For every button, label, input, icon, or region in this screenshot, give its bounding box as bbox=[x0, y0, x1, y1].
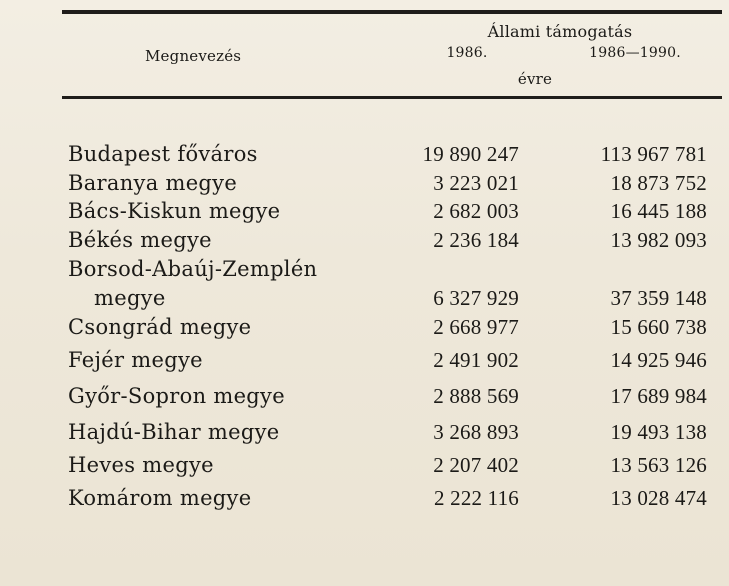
row-name: Heves megye bbox=[68, 453, 214, 477]
column-header-1986-1990: 1986—1990. bbox=[589, 45, 681, 61]
row-name: Budapest főváros bbox=[68, 142, 258, 166]
table-row bbox=[0, 384, 729, 413]
row-value-1986-1990: 19 493 138 bbox=[610, 420, 707, 444]
row-value-1986: 3 223 021 bbox=[433, 171, 519, 195]
table-header-rule bbox=[62, 96, 722, 99]
row-value-1986-1990: 14 925 946 bbox=[610, 348, 707, 372]
row-value-1986-1990: 13 028 474 bbox=[610, 486, 707, 510]
row-value-1986: 2 668 977 bbox=[433, 315, 519, 339]
table-row bbox=[0, 142, 729, 171]
row-value-1986: 2 222 116 bbox=[433, 486, 519, 510]
table-row bbox=[0, 199, 729, 228]
table-row bbox=[0, 348, 729, 377]
row-name: Győr-Sopron megye bbox=[68, 384, 285, 408]
row-name: Komárom megye bbox=[68, 486, 252, 510]
row-value-1986-1990: 13 563 126 bbox=[610, 453, 707, 477]
table-row bbox=[0, 420, 729, 449]
table-row bbox=[0, 257, 729, 286]
row-value-1986: 19 890 247 bbox=[422, 142, 519, 166]
row-name: Hajdú-Bihar megye bbox=[68, 420, 280, 444]
table-row bbox=[0, 315, 729, 344]
row-value-1986: 3 268 893 bbox=[433, 420, 519, 444]
table-top-rule bbox=[62, 10, 722, 14]
row-value-1986-1990: 13 982 093 bbox=[610, 228, 707, 252]
row-name: Baranya megye bbox=[68, 171, 238, 195]
column-header-unit: évre bbox=[517, 70, 553, 88]
row-name: Fejér megye bbox=[68, 348, 203, 372]
row-name: Bács-Kiskun megye bbox=[68, 199, 281, 223]
row-value-1986-1990: 113 967 781 bbox=[600, 142, 707, 166]
table-row bbox=[0, 486, 729, 515]
table-row bbox=[0, 228, 729, 257]
table-row-continuation bbox=[0, 286, 729, 315]
table-row bbox=[0, 171, 729, 200]
row-value-1986: 2 207 402 bbox=[433, 453, 519, 477]
row-name: Békés megye bbox=[68, 228, 212, 252]
table-row bbox=[0, 453, 729, 482]
row-value-1986: 2 888 569 bbox=[433, 384, 519, 408]
row-value-1986-1990: 17 689 984 bbox=[610, 384, 707, 408]
row-name-continuation: megye bbox=[94, 286, 166, 310]
row-value-1986-1990: 37 359 148 bbox=[610, 286, 707, 310]
row-value-1986-1990: 18 873 752 bbox=[610, 171, 707, 195]
row-value-1986: 2 491 902 bbox=[433, 348, 519, 372]
column-header-group: Állami támogatás bbox=[487, 22, 633, 41]
column-header-1986: 1986. bbox=[446, 45, 488, 61]
row-value-1986-1990: 15 660 738 bbox=[610, 315, 707, 339]
column-header-name: Megnevezés bbox=[145, 47, 242, 65]
row-name: Csongrád megye bbox=[68, 315, 252, 339]
row-value-1986-1990: 16 445 188 bbox=[610, 199, 707, 223]
row-value-1986: 2 236 184 bbox=[433, 228, 519, 252]
row-value-1986: 6 327 929 bbox=[433, 286, 519, 310]
row-name: Borsod-Abaúj-Zemplén bbox=[68, 257, 318, 281]
row-value-1986: 2 682 003 bbox=[433, 199, 519, 223]
